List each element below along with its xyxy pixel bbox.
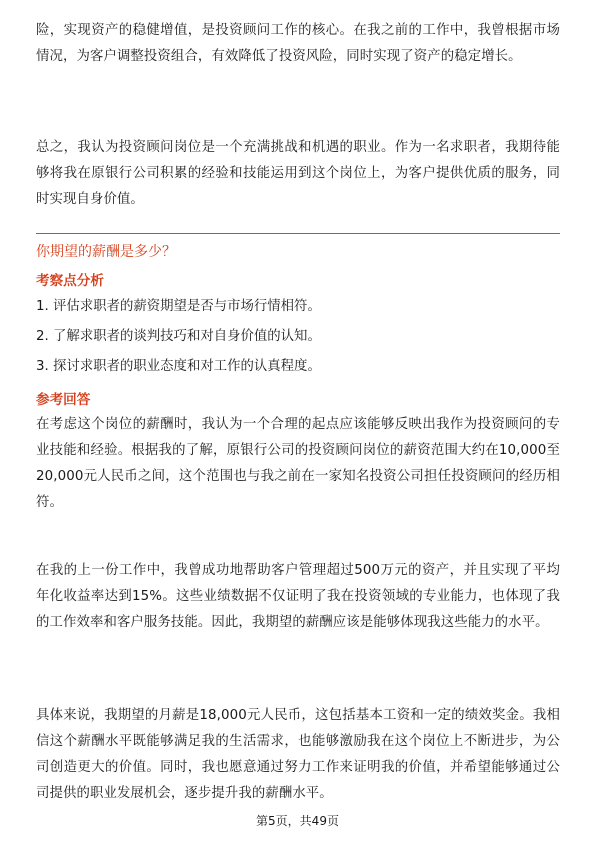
section-divider: [36, 233, 560, 234]
analysis-item: 1. 评估求职者的薪资期望是否与市场行情相符。: [36, 299, 321, 314]
analysis-item: 2. 了解求职者的谈判技巧和对自身价值的认知。: [36, 329, 321, 344]
answer-paragraph: 在考虑这个岗位的薪酬时，我认为一个合理的起点应该能够反映出我作为投资顾问的专业技能和经验。根据我的了解，原银行公司的投资顾问岗位的薪资范围大约在10,000至20,000元人民币之间，这个范围也与我之前在一家知名投资公司担任投资顾问的经历相符。: [36, 417, 560, 510]
answer-paragraph: 在我的上一份工作中，我曾成功地帮助客户管理超过500万元的资产，并且实现了平均年化收益率达到15%。这些业绩数据不仅证明了我在投资领域的专业能力，也体现了我的工作效率和客户服务技能。因此，我期望的薪酬应该是能够体现我这些能力的水平。: [36, 563, 560, 630]
answer-heading: 参考回答: [36, 392, 91, 408]
summary-paragraph: 总之，我认为投资顾问岗位是一个充满挑战和机遇的职业。作为一名求职者，我期待能够将我在原银行公司积累的经验和技能运用到这个岗位上，为客户提供优质的服务，同时实现自身价值。: [36, 140, 560, 207]
answer-paragraph: 具体来说，我期望的月薪是18,000元人民币，这包括基本工资和一定的绩效奖金。我相信这个薪酬水平既能够满足我的生活需求，也能够激励我在这个岗位上不断进步，为公司创造更大的价值。同时，我也愿意通过努力工作来证明我的价值，并希望能够通过公司提供的职业发展机会，逐步提升我的薪酬水平。: [36, 708, 560, 801]
page-indicator: 第5页，共49页: [256, 814, 339, 828]
question-title: 你期望的薪酬是多少？: [36, 244, 176, 260]
analysis-heading: 考察点分析: [36, 273, 104, 289]
intro-paragraph: 险，实现资产的稳健增值，是投资顾问工作的核心。在我之前的工作中，我曾根据市场情况，为客户调整投资组合，有效降低了投资风险，同时实现了资产的稳定增长。: [36, 23, 560, 64]
analysis-item: 3. 探讨求职者的职业态度和对工作的认真程度。: [36, 359, 321, 374]
